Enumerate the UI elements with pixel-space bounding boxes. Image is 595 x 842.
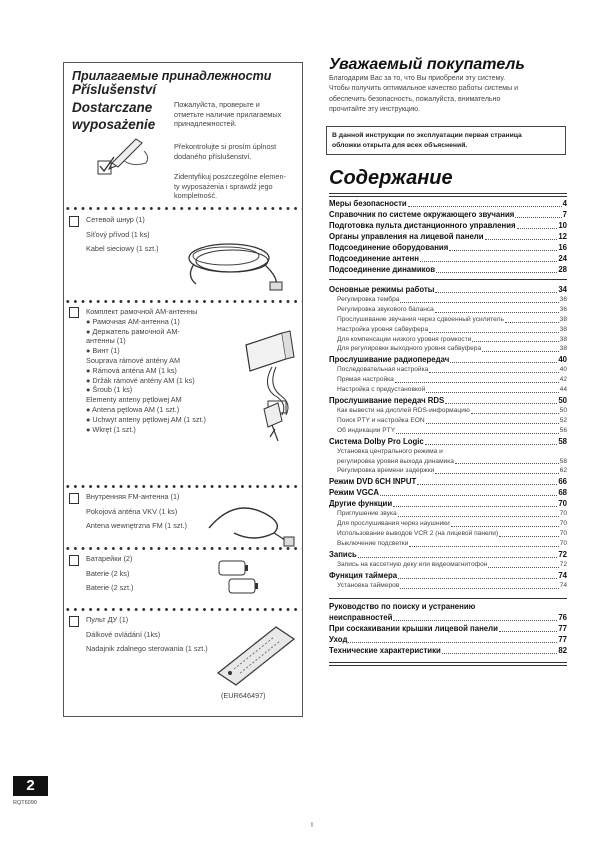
toc-entry-label: Уход — [329, 635, 348, 644]
accessories-title-cz: Příslušenství — [72, 82, 157, 97]
toc-entry-label: Основные режимы работы — [329, 285, 435, 294]
toc-entry[interactable] — [329, 231, 567, 242]
toc-entry-label: Приглушение звука — [337, 510, 397, 518]
toc-entry-label: Прослушивание передач RDS — [329, 396, 445, 406]
item-am-antenna: Комплект рамочной АМ-антенны ● Рамочная АМ-антенна (1) ● Держатель рамочной АМ- антенны (1) ● Винт (1) Souprava rámové antény AM ● Rámová anténa AM (1 ks) ● Držák rámové antény AM (1 ks) ● Šroub (1 ks) Elementy anteny pętlowej AM ● Antena pętlowa AM (1 szt.) ● Uchwyt anteny pętlowej AM (1 szt.) ● Wkręt (1 szt.) — [86, 307, 206, 434]
contents-rule — [329, 196, 567, 197]
toc-entry-label: Выключение подсветки — [337, 540, 409, 548]
toc-leader-dots — [450, 362, 557, 363]
toc-page-number: 72 — [559, 560, 567, 568]
item-checkbox[interactable] — [69, 493, 79, 504]
toc-page-number: 74 — [559, 581, 567, 589]
accessories-box — [63, 62, 303, 717]
toc-page-number: 7 — [562, 210, 567, 219]
contents-rule — [329, 193, 567, 194]
toc-page-number: 40 — [559, 366, 567, 374]
toc-page-number: 58 — [558, 436, 567, 446]
toc-entry-label: Поиск PTY и настройка EON — [337, 416, 425, 424]
toc-entry-label: Регулировка звукового баланса — [337, 305, 434, 313]
toc-leader-dots — [396, 433, 559, 434]
toc-leader-dots — [442, 653, 558, 654]
toc-page-number: 38 — [559, 315, 567, 323]
separator-dots — [64, 206, 302, 211]
toc-leader-dots — [400, 588, 558, 589]
toc-entry-label: Подсоединение антенн — [329, 254, 419, 263]
toc-group-3 — [329, 601, 567, 656]
toc-entry-label: Настройка уровня сабвуфера — [337, 325, 429, 333]
toc-page-number: 77 — [558, 635, 567, 644]
item-batteries: Батарейки (2) Baterie (2 ks) Baterie (2 szt.) — [86, 554, 134, 592]
contents-title: Содержание — [329, 167, 453, 189]
page-number: 2 — [13, 776, 48, 796]
toc-subentry[interactable] — [329, 325, 567, 335]
power-cord-illustration — [184, 228, 299, 298]
remote-illustration — [214, 623, 299, 689]
toc-entry-label: Справочник по системе окружающего звучания — [329, 210, 515, 219]
toc-leader-dots — [398, 578, 557, 579]
toc-page-number: 38 — [559, 325, 567, 333]
toc-entry-label: неисправностей — [329, 613, 393, 622]
accessories-title-pl-1: Dostarczane — [72, 100, 153, 115]
toc-subentry[interactable] — [329, 457, 567, 467]
toc-page-number: 66 — [558, 477, 567, 487]
toc-page-number: 68 — [558, 488, 567, 498]
toc-page-number: 72 — [558, 549, 567, 559]
toc-leader-dots — [449, 250, 557, 251]
toc-leader-dots — [393, 506, 557, 507]
toc-leader-dots — [380, 495, 557, 496]
fm-antenna-illustration — [204, 493, 299, 548]
dear-customer-text: Благодарим Вас за то, что Вы приобрели эту систему. Чтобы получить оптимальное качество работы системы и обеспечить безопасность, пожалуйста, внимательно прочитайте эту инструкцию. — [329, 75, 518, 113]
toc-leader-dots — [398, 516, 559, 517]
toc-subentry[interactable] — [329, 581, 567, 591]
toc-page-number: 70 — [559, 540, 567, 548]
toc-entry-label: Запись на кассетную деку или видеомагнитофон — [337, 560, 488, 568]
toc-page-number: 52 — [559, 416, 567, 424]
toc-entry-label: регулировка уровня выхода динамика — [337, 457, 454, 465]
toc-leader-dots — [485, 239, 558, 240]
toc-entry-label: Прослушивание звучания через сдвоенный усилитель — [337, 315, 504, 323]
toc-entry[interactable] — [329, 487, 567, 498]
toc-entry-label: При соскакивании крышки лицевой панели — [329, 624, 498, 633]
toc-page-number: 44 — [559, 386, 567, 394]
toc-leader-dots — [499, 536, 559, 537]
toc-entry[interactable] — [329, 242, 567, 253]
toc-subentry[interactable] — [329, 416, 567, 426]
toc-subentry[interactable] — [329, 365, 567, 375]
toc-leader-dots — [429, 332, 559, 333]
toc-leader-dots — [393, 620, 557, 621]
toc-entry[interactable] — [329, 612, 567, 623]
item-checkbox[interactable] — [69, 555, 79, 566]
toc-entry-label: Другие функции — [329, 499, 393, 509]
center-mark: I — [311, 822, 313, 829]
toc-leader-dots — [409, 546, 558, 547]
toc-leader-dots — [426, 423, 559, 424]
toc-entry-label: Настройка с предустановкой — [337, 386, 426, 394]
toc-page-number: 16 — [558, 243, 567, 252]
cover-note-box: В данной инструкции по эксплуатации первая страница обложки открыта для всех объяснений. — [326, 126, 566, 155]
toc-entry-label: Технические характеристики — [329, 646, 441, 655]
toc-entry[interactable] — [329, 264, 567, 275]
toc-page-number: 82 — [558, 646, 567, 655]
toc-subentry[interactable] — [329, 406, 567, 416]
toc-entry-label: Органы управления на лицевой панели — [329, 232, 484, 241]
toc-entry-label: Об индикации PTY — [337, 426, 396, 434]
toc-entry[interactable] — [329, 601, 567, 612]
toc-entry[interactable] — [329, 220, 567, 231]
toc-page-number: 42 — [559, 376, 567, 384]
toc-rule — [329, 662, 567, 663]
toc-entry-label: Регулировка времени задержки — [337, 467, 435, 475]
toc-subentry[interactable] — [329, 509, 567, 519]
separator-dots — [64, 299, 302, 304]
toc-leader-dots — [426, 392, 558, 393]
toc-page-number: 34 — [558, 285, 567, 294]
toc-leader-dots — [517, 228, 558, 229]
toc-subentry[interactable] — [329, 529, 567, 539]
toc-leader-dots — [400, 302, 558, 303]
toc-entry[interactable] — [329, 436, 567, 447]
toc-leader-dots — [471, 413, 559, 414]
toc-page-number: 50 — [559, 407, 567, 414]
toc-leader-dots — [436, 272, 557, 273]
toc-entry-label: Меры безопасности — [329, 199, 407, 208]
toc-entry[interactable] — [329, 476, 567, 487]
toc-subentry[interactable] — [329, 335, 567, 345]
toc-entry[interactable] — [329, 354, 567, 365]
toc-entry-label: Функция таймера — [329, 570, 398, 580]
toc-leader-dots — [472, 341, 558, 342]
toc-entry[interactable] — [329, 284, 567, 295]
toc-page-number: 70 — [558, 499, 567, 509]
toc-leader-dots — [455, 463, 559, 464]
toc-leader-dots — [417, 484, 557, 485]
toc-subentry[interactable] — [329, 305, 567, 315]
toc-entry-label: Установка таймеров — [337, 581, 400, 589]
toc-page-number: 70 — [559, 520, 567, 528]
toc-page-number: 76 — [558, 613, 567, 622]
toc-leader-dots — [499, 631, 557, 632]
toc-subentry[interactable] — [329, 519, 567, 529]
toc-page-number: 36 — [559, 305, 567, 313]
toc-page-number: 74 — [558, 570, 567, 580]
toc-leader-dots — [348, 642, 557, 643]
toc-page-number: 40 — [558, 355, 567, 365]
toc-entry[interactable] — [329, 395, 567, 406]
pen-checkbox-illustration — [94, 133, 154, 181]
toc-entry-label: Подсоединение динамиков — [329, 265, 436, 274]
batteries-illustration — [214, 555, 289, 600]
toc-page-number: 38 — [559, 335, 567, 343]
item-checkbox[interactable] — [69, 307, 79, 318]
toc-entry-label: Режим DVD 6CH INPUT — [329, 477, 417, 487]
toc-page-number: 58 — [559, 457, 567, 465]
toc-page-number: 28 — [558, 265, 567, 274]
accessories-title-ru: Прилагаемые принадлежности — [72, 69, 272, 83]
toc-subentry[interactable] — [329, 385, 567, 395]
intro-cz: Překontrolujte si prosím úplnost dodaného příslušenství. — [174, 142, 277, 161]
toc-subentry[interactable] — [329, 539, 567, 549]
intro-pl: Zidentyfikuj poszczególne elemen- ty wyposażenia i sprawdź jego kompletność. — [174, 172, 286, 200]
toc-leader-dots — [420, 261, 557, 262]
toc-entry-label: Регулировка тембра — [337, 295, 400, 303]
separator-dots — [64, 607, 302, 612]
toc-leader-dots — [435, 473, 558, 474]
accessories-title-pl-2: wyposażenie — [72, 117, 156, 132]
toc-entry-label: Прямая настройка — [337, 376, 394, 384]
toc-subentry[interactable] — [329, 447, 567, 457]
toc-rule — [329, 279, 567, 280]
model-code: (EUR646497) — [221, 691, 266, 700]
toc-entry[interactable] — [329, 634, 567, 645]
toc-page-number: 50 — [558, 396, 567, 406]
toc-page-number: 10 — [558, 221, 567, 230]
toc-page-number: 24 — [558, 254, 567, 263]
toc-group-2 — [329, 284, 567, 591]
toc-leader-dots — [435, 292, 557, 293]
toc-entry-label: Использование выводов VCR 2 (на лицевой панели) — [337, 530, 499, 538]
toc-leader-dots — [429, 372, 558, 373]
toc-entry-label: Установка центрального режима и — [337, 447, 443, 455]
toc-page-number: 56 — [559, 426, 567, 434]
toc-entry-label: Для прослушивания через наушники — [337, 520, 450, 528]
toc-leader-dots — [505, 322, 559, 323]
toc-subentry[interactable] — [329, 375, 567, 385]
toc-group-1 — [329, 198, 567, 275]
toc-page-number: 70 — [559, 530, 567, 538]
doc-code: RQT6090 — [13, 800, 37, 806]
toc-subentry[interactable] — [329, 426, 567, 436]
toc-subentry[interactable] — [329, 466, 567, 476]
toc-subentry[interactable] — [329, 560, 567, 570]
toc-leader-dots — [445, 403, 557, 404]
toc-subentry[interactable] — [329, 295, 567, 305]
toc-page-number: 62 — [559, 467, 567, 475]
item-remote: Пульт ДУ (1) Dálkové ovládání (1ks) Nadajnik zdalnego sterowania (1 szt.) — [86, 615, 208, 653]
toc-page-number: 4 — [562, 199, 567, 208]
am-antenna-illustration — [242, 325, 302, 445]
toc-entry[interactable] — [329, 498, 567, 509]
item-fm-antenna: Внутренняя FM-антенна (1) Pokojová anténa VKV (1 ks) Antena wewnętrzna FM (1 szt.) — [86, 492, 187, 530]
toc-leader-dots — [395, 382, 559, 383]
toc-entry-label: Режим VGCA — [329, 488, 380, 498]
toc-page-number: 70 — [559, 510, 567, 518]
dear-customer-title: Уважаемый покупатель — [329, 56, 525, 73]
toc-leader-dots — [435, 312, 559, 313]
toc-leader-dots — [425, 444, 558, 445]
toc-entry[interactable] — [329, 570, 567, 581]
toc-entry-label: Для регулировки выходного уровня сабвуфера — [337, 345, 482, 353]
toc-leader-dots — [451, 526, 559, 527]
toc-page-number: 12 — [558, 232, 567, 241]
toc-rule — [329, 665, 567, 666]
intro-ru: Пожалуйста, проверьте и отметьте наличие прилагаемых принадлежностей. — [174, 100, 282, 128]
toc-entry[interactable] — [329, 253, 567, 264]
separator-dots — [64, 546, 302, 551]
toc-entry-label: Для компенсации низкого уровня громкости — [337, 335, 472, 343]
toc-subentry[interactable] — [329, 315, 567, 325]
item-checkbox[interactable] — [69, 616, 79, 627]
toc-entry-label: Запись — [329, 549, 357, 559]
toc-entry[interactable] — [329, 549, 567, 560]
toc-entry-label: Прослушивание радиопередач — [329, 355, 450, 365]
toc-entry[interactable] — [329, 198, 567, 209]
toc-entry-label: Подготовка пульта дистанционного управления — [329, 221, 516, 230]
toc-leader-dots — [488, 567, 558, 568]
toc-leader-dots — [358, 557, 557, 558]
toc-subentry[interactable] — [329, 344, 567, 354]
toc-leader-dots — [515, 217, 561, 218]
item-power-cord: Сетевой шнур (1) Síťový přívod (1 ks) Kabel sieciowy (1 szt.) — [86, 215, 159, 253]
item-checkbox[interactable] — [69, 216, 79, 227]
separator-dots — [64, 484, 302, 489]
toc-page-number: 36 — [559, 295, 567, 303]
toc-entry-label: Система Dolby Pro Logic — [329, 436, 424, 446]
toc-entry-label: Подсоединение оборудования — [329, 243, 449, 252]
toc-entry[interactable] — [329, 209, 567, 220]
toc-rule — [329, 598, 567, 599]
toc-entry-label: Последовательная настройка — [337, 366, 429, 374]
toc-page-number: 77 — [558, 624, 567, 633]
toc-entry-label: Как вывести на дисплей RDS-информацию — [337, 407, 470, 414]
toc-page-number: 38 — [559, 345, 567, 353]
toc-leader-dots — [482, 351, 559, 352]
toc-leader-dots — [408, 206, 562, 207]
toc-entry[interactable] — [329, 623, 567, 634]
toc-entry[interactable] — [329, 645, 567, 656]
toc-entry-label: Руководство по поиску и устранению — [329, 602, 476, 611]
